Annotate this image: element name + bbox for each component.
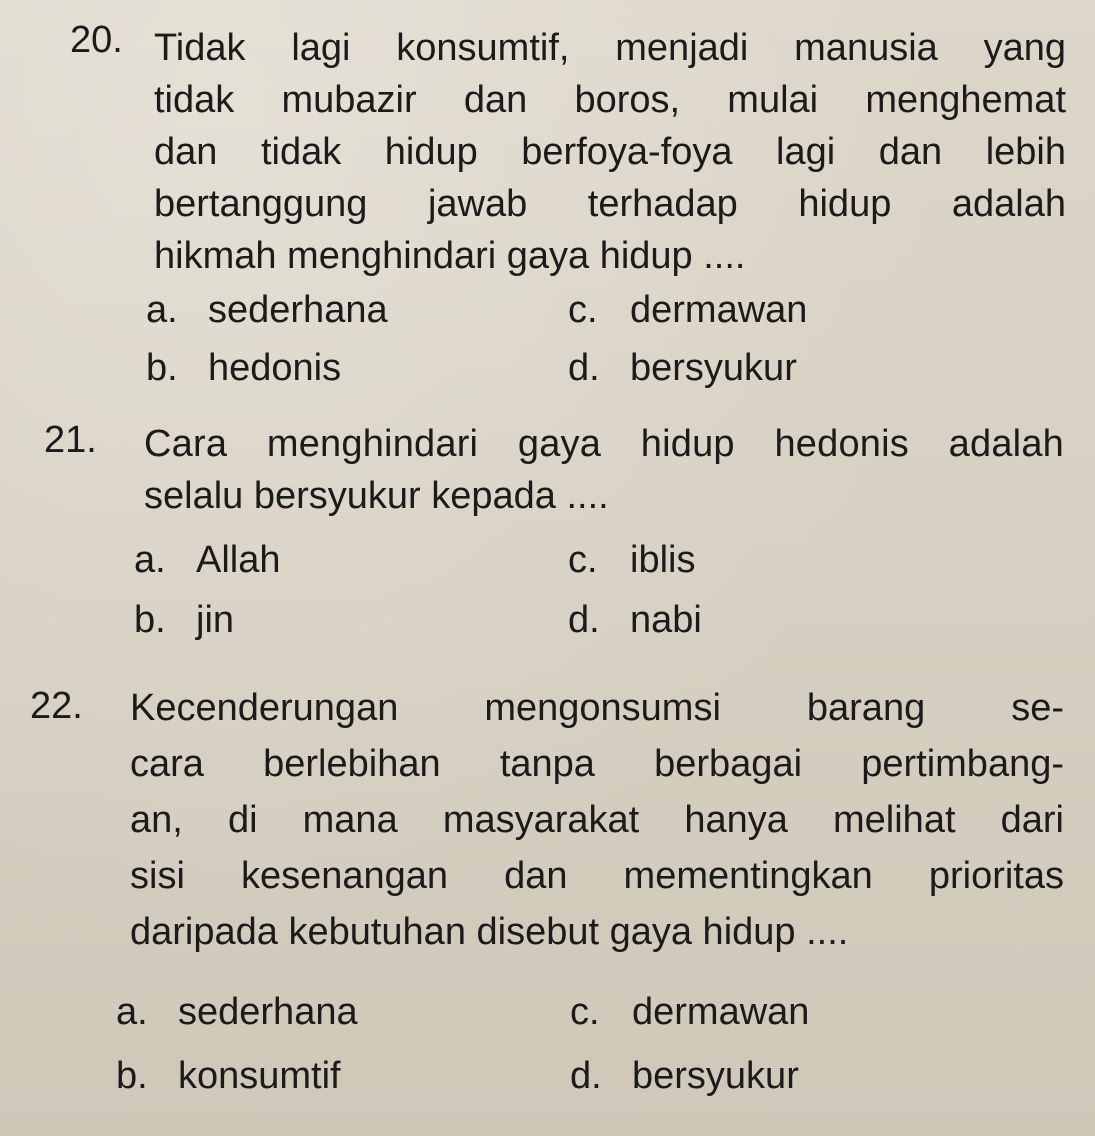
option-letter: a. [134,539,166,581]
option-text: Allah [196,539,281,581]
question-line: cara berlebihan tanpa berbagai pertimbang- [130,743,1064,785]
answer-options [146,284,1066,404]
option-letter: d. [568,347,600,389]
question-line: Kecenderungan mengonsumsi barang se- [130,687,1064,729]
option-c[interactable] [568,534,695,586]
option-text: konsumtif [178,1055,341,1097]
option-text: dermawan [630,289,808,331]
option-letter: d. [570,1055,602,1097]
option-d[interactable] [568,594,702,646]
question-line: dan tidak hidup berfoya-foya lagi dan lebih [154,131,1066,173]
question-number: 20. [70,19,123,61]
question-line: daripada kebutuhan disebut gaya hidup .... [130,911,849,953]
option-letter: c. [568,289,598,331]
option-letter: b. [146,347,178,389]
option-a[interactable] [134,534,281,586]
option-text: hedonis [208,347,342,389]
question-text [144,418,1064,522]
option-text: dermawan [632,991,810,1033]
option-letter: c. [568,539,598,581]
option-text: jin [196,599,235,641]
option-text: iblis [630,539,696,581]
answer-options [134,534,1054,654]
option-letter: c. [570,991,600,1033]
option-a[interactable] [116,986,358,1038]
question-number: 22. [30,685,83,727]
option-letter: a. [116,991,148,1033]
option-text: nabi [630,599,702,641]
question-22 [30,680,1064,1120]
question-line: tidak mubazir dan boros, mulai menghemat [154,79,1066,121]
answer-options [116,986,1056,1116]
option-c[interactable] [570,986,809,1038]
option-b[interactable] [134,594,234,646]
option-c[interactable] [568,284,807,336]
option-text: bersyukur [630,347,797,389]
question-20 [70,14,1070,394]
option-letter: b. [116,1055,148,1097]
question-line: Tidak lagi konsumtif, menjadi manusia yang [154,27,1066,69]
question-line: bertanggung jawab terhadap hidup adalah [154,183,1066,225]
option-d[interactable] [568,342,797,394]
option-letter: b. [134,599,166,641]
question-number: 21. [44,419,97,461]
option-letter: a. [146,289,178,331]
question-line: Cara menghindari gaya hidup hedonis adalah [144,423,1064,465]
option-text: sederhana [208,289,388,331]
question-line: selalu bersyukur kepada .... [144,475,609,517]
question-line: sisi kesenangan dan mementingkan prioritas [130,855,1064,897]
option-b[interactable] [116,1050,341,1102]
option-b[interactable] [146,342,341,394]
question-21 [44,414,1064,654]
question-line: an, di mana masyarakat hanya melihat dari [130,799,1064,841]
option-letter: d. [568,599,600,641]
question-line: hikmah menghindari gaya hidup .... [154,235,746,277]
question-text [154,22,1066,282]
option-d[interactable] [570,1050,799,1102]
option-text: bersyukur [632,1055,799,1097]
option-text: sederhana [178,991,358,1033]
question-text [130,680,1064,960]
option-a[interactable] [146,284,388,336]
